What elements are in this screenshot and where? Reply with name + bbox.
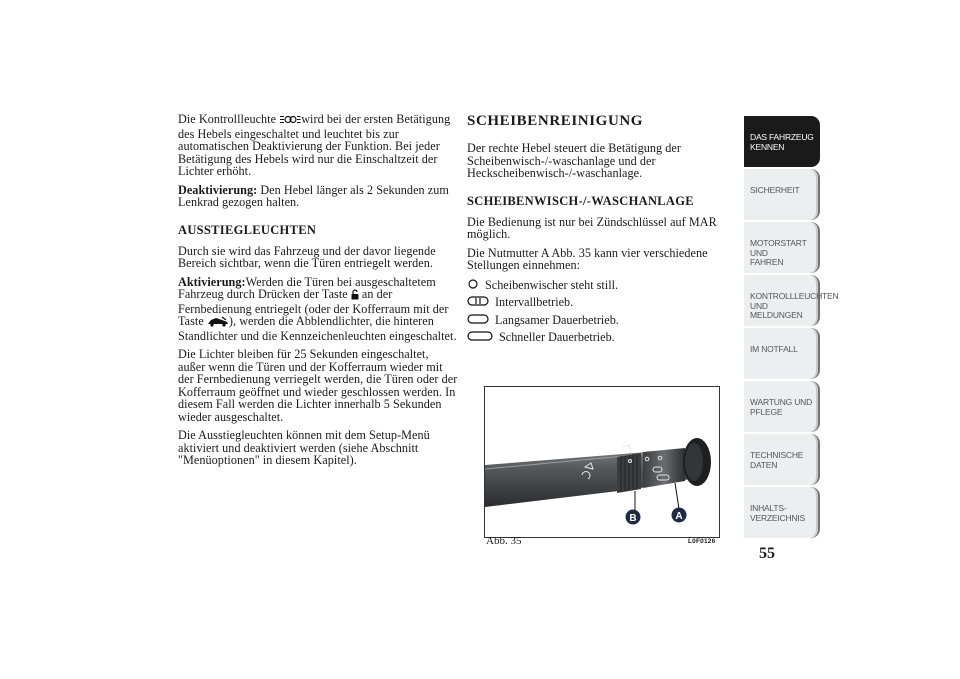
tab-technische-daten[interactable]: TECHNISCHE DATEN <box>744 434 820 485</box>
figure-caption: Abb. 35 <box>486 535 522 547</box>
unlock-icon <box>351 289 359 303</box>
section-heading-exit-lights: AUSSTIEGLEUCHTEN <box>178 222 317 237</box>
left-column <box>178 113 458 473</box>
paragraph-setup-menu: Die Ausstiegleuchten können mit dem Setup-Menü aktiviert und deaktiviert werden (siehe Abschnitt "Menüoptionen" in diesem Kapitel). <box>178 428 430 467</box>
circle-off-icon <box>467 278 479 293</box>
label-b: B <box>629 513 637 524</box>
list-item: Schneller Dauerbetrieb. <box>467 330 742 345</box>
list-item: Intervallbetrieb. <box>467 295 742 310</box>
tab-inhaltsverzeichnis[interactable]: INHALTS- VERZEICHNIS <box>744 487 820 538</box>
figure-code: L0F0126 <box>688 538 716 545</box>
section-heading-wiper-washer: SCHEIBENWISCH-/-WASCHANLAGE <box>467 193 694 208</box>
paragraph-wiper-intro: Der rechte Hebel steuert die Betätigung der Scheibenwisch-/-waschanlage und der Heckscheibenwisch-/-waschanlage. <box>467 141 681 180</box>
tab-wartung-und-pflege[interactable]: WARTUNG UND PFLEGE <box>744 381 820 432</box>
tab-kontrollleuchten[interactable]: KONTROLLLEUCHTEN UND MELDUNGEN <box>744 275 820 326</box>
tab-motorstart-und-fahren[interactable]: MOTORSTART UND FAHREN <box>744 222 820 273</box>
paragraph-activation: Aktivierung:Werden die Türen bei ausgeschaltetem Fahrzeug durch Drücken der Taste an der Fernbedienung entriegelt (oder der Kofferraum mit der Taste ), werden die Abblendlichter, die hinteren Standlichter und die Kennzeichenleuchten eingeschaltet. <box>178 274 457 343</box>
section-title-wiper: SCHEIBENREINIGUNG <box>467 113 644 129</box>
tab-im-notfall[interactable]: IM NOTFALL <box>744 328 820 379</box>
paragraph-ignition: Die Bedienung ist nur bei Zündschlüssel auf MAR möglich. <box>467 214 717 241</box>
wiper-lever-illustration <box>485 387 719 537</box>
paragraph-positions-intro: Die Nutmutter A Abb. 35 kann vier verschiedene Stellungen einnehmen: <box>467 245 708 272</box>
paragraph-deactivation: Deaktivierung: Den Hebel länger als 2 Sekunden zum Lenkrad gezogen halten. <box>178 182 449 209</box>
label-a: A <box>675 511 683 522</box>
fast-continuous-icon <box>467 330 493 345</box>
light-indicator-icon <box>279 114 301 128</box>
right-column <box>467 113 742 348</box>
list-item: Scheibenwischer steht still. <box>467 278 742 293</box>
wiper-positions-list <box>467 278 742 345</box>
tab-das-fahrzeug-kennen[interactable]: DAS FAHRZEUG KENNEN <box>744 116 820 167</box>
paragraph-exit-lights-intro: Durch sie wird das Fahrzeug und der davor liegende Bereich sichtbar, wenn die Türen entriegelt werden. <box>178 243 436 270</box>
page-number: 55 <box>759 545 775 562</box>
paragraph-duration: Die Lichter bleiben für 25 Sekunden eingeschaltet, außer wenn die Türen und der Kofferraum wieder mit der Fernbedienung verriegelt werden, die Türen oder der Kofferraum geöffnet und wieder geschlossen werden. In diesem Fall werden die Lichter innerhalb 5 Sekunden wieder ausgeschaltet. <box>178 347 458 424</box>
paragraph-indicator: Die Kontrollleuchte wird bei der ersten Betätigung des Hebels eingeschaltet und leuchtet bis zur automatischen Deaktivierung der Funktion. Bei jeder Betätigung des Hebels wird nur die Einschaltzeit der Lichter erhöht. <box>178 112 451 178</box>
slow-continuous-icon <box>467 313 489 328</box>
chapter-tabs <box>744 116 839 540</box>
tab-sicherheit[interactable]: SICHERHEIT <box>744 169 820 220</box>
trunk-icon <box>207 316 229 330</box>
intermittent-icon <box>467 295 489 310</box>
figure-wiper-lever <box>484 386 720 538</box>
list-item: Langsamer Dauerbetrieb. <box>467 313 742 328</box>
